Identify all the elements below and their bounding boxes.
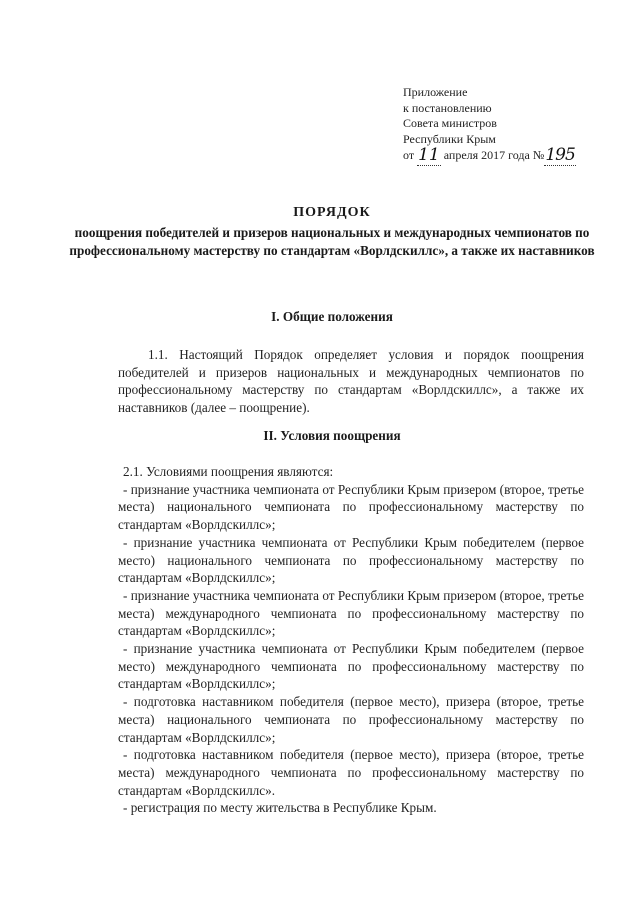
date-month-year: апреля 2017 года № bbox=[443, 148, 545, 162]
condition-item: - признание участника чемпионата от Республики Крым призером (второе, третье места) национального чемпионата по профессиональному мастерству по стандартам «Ворлдскиллс»; bbox=[118, 481, 584, 533]
approval-block bbox=[403, 85, 576, 164]
condition-item: - регистрация по месту жительства в Республике Крым. bbox=[123, 800, 437, 816]
title-block bbox=[40, 203, 624, 260]
condition-item: - признание участника чемпионата от Республики Крым призером (второе, третье места) международного чемпионата по профессиональному мастерству по стандартам «Ворлдскиллс»; bbox=[118, 587, 584, 639]
condition-item: - признание участника чемпионата от Республики Крым победителем (первое место) национального чемпионата по профессиональному мастерству по стандартам «Ворлдскиллс»; bbox=[118, 534, 584, 586]
approval-line-2: к постановлению bbox=[403, 100, 492, 115]
condition-item: - признание участника чемпионата от Республики Крым победителем (первое место) международного чемпионата по профессиональному мастерству по стандартам «Ворлдскиллс»; bbox=[118, 641, 584, 692]
document-subtitle: поощрения победителей и призеров национальных и международных чемпионатов по профессиональному мастерству по стандартам «Ворлдскиллс», а также их наставников bbox=[69, 225, 595, 258]
approval-line-1: Приложение bbox=[403, 85, 468, 99]
handwritten-day: 11 bbox=[418, 145, 440, 165]
section-2-heading: II. Условия поощрения bbox=[263, 428, 401, 443]
section-1-paragraph bbox=[118, 346, 584, 417]
handwritten-number: 195 bbox=[545, 145, 575, 165]
condition-item: - подготовка наставником победителя (первое место), призера (второе, третье места) национального чемпионата по профессиональному мастерству по стандартам «Ворлдскиллс»; bbox=[118, 694, 584, 745]
section-1-heading: I. Общие положения bbox=[271, 309, 393, 324]
conditions-lead: 2.1. Условиями поощрения являются: bbox=[123, 464, 334, 479]
approval-line-4: Республики Крым bbox=[403, 131, 496, 146]
date-prefix: от bbox=[403, 148, 415, 162]
condition-item: - подготовка наставником победителя (первое место), призера (второе, третье места) международного чемпионата по профессиональному мастерству по стандартам «Ворлдскиллс». bbox=[118, 747, 584, 798]
document-title: ПОРЯДОК bbox=[293, 205, 371, 220]
paragraph-1-1: 1.1. Настоящий Порядок определяет условия и порядок поощрения победителей и призеров национальных и международных чемпионатов по профессиональному мастерству по стандартам «Ворлдскиллс», а также их наставников (далее – поощрение). bbox=[118, 347, 584, 416]
approval-line-3: Совета министров bbox=[403, 116, 497, 130]
conditions-list bbox=[118, 463, 584, 817]
approval-date-line bbox=[403, 147, 576, 164]
